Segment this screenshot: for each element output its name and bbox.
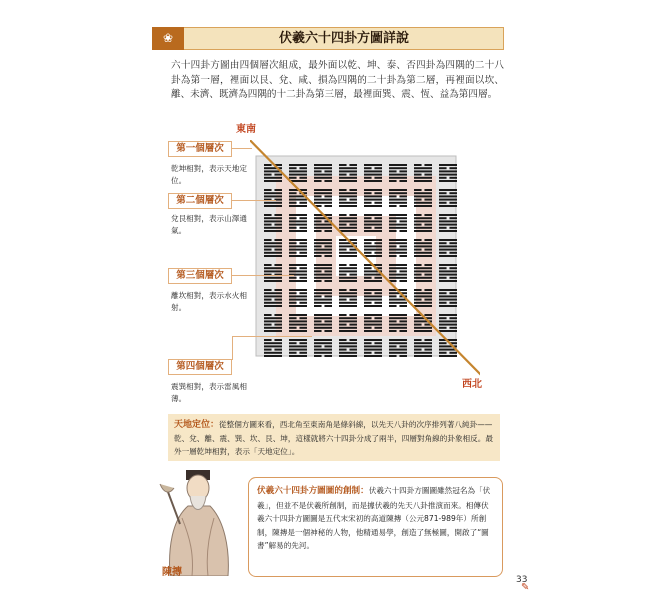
page-number: 33 xyxy=(516,575,528,585)
level-4-label: 第四個層次 xyxy=(168,359,232,375)
chen-tuan-portrait-image xyxy=(150,458,246,576)
tiandi-dingwei-body: 從整個方圖來看，西北角至東南角是條斜線，以先天八卦的次序排列著八純卦——乾、兌、離、震、巽、坎、艮、坤，這樣就將六十四卦分成了兩半，四層對角線的卦象相反。最外一層乾坤相對，表示「天地定位」。 xyxy=(174,420,493,456)
level-3-label: 第三個層次 xyxy=(168,268,232,284)
level-3-description: 離坎相對，表示水火相射。 xyxy=(171,291,247,312)
page-title: 伏羲六十四卦方圖詳說 xyxy=(278,31,409,46)
level-2-connector xyxy=(232,200,276,201)
creation-body: 伏羲六十四卦方圖圖雖然冠名為「伏羲」，但並不是伏羲所創制，而是據伏羲的先天八卦推演而來。相傳伏羲六十四卦方圖圖是五代末宋初的高道陳摶（公元871-989年）所創制，陳摶是一個神秘的人物，他精通易學，創造了無極圖，開啟了“圖書”解易的先河。 xyxy=(257,486,491,550)
tiandi-dingwei-panel xyxy=(168,414,500,461)
brush-icon: ✎ xyxy=(521,582,530,593)
level-4-description: 震巽相對，表示雷風相薄。 xyxy=(171,382,247,403)
level-1-label: 第一個層次 xyxy=(168,141,232,157)
portrait-name: 陳摶 xyxy=(162,567,182,578)
level-4-connector-vertical xyxy=(232,336,233,360)
intro-paragraph: 六十四卦方圖由四個層次組成，最外面以乾、坤、泰、否四卦為四隅的二十八卦為第一層，裡面以艮、兌、咸、損為四隅的二十卦為第二層，再裡面以坎、離、未濟、既濟為四隅的十二卦為第三層，最裡面巽、震、恆、益為第四層。 xyxy=(171,60,504,100)
level-4-connector xyxy=(232,336,312,337)
direction-northwest-label: 西北 xyxy=(462,379,482,390)
level-2-description: 兌艮相對，表示山澤通氣。 xyxy=(171,214,247,235)
creation-panel xyxy=(248,477,503,577)
creation-heading: 伏羲六十四卦方圖圖的創制： xyxy=(257,486,369,496)
tiandi-dingwei-heading: 天地定位： xyxy=(174,420,220,430)
level-2-label: 第二個層次 xyxy=(168,193,232,209)
direction-southeast-label: 東南 xyxy=(236,124,256,135)
level-1-connector xyxy=(232,148,252,149)
level-1-description: 乾坤相對，表示天地定位。 xyxy=(171,164,247,185)
hexagram-square-diagram xyxy=(250,140,480,380)
header-emblem-icon: ❀ xyxy=(152,27,184,50)
level-3-connector xyxy=(232,275,294,276)
